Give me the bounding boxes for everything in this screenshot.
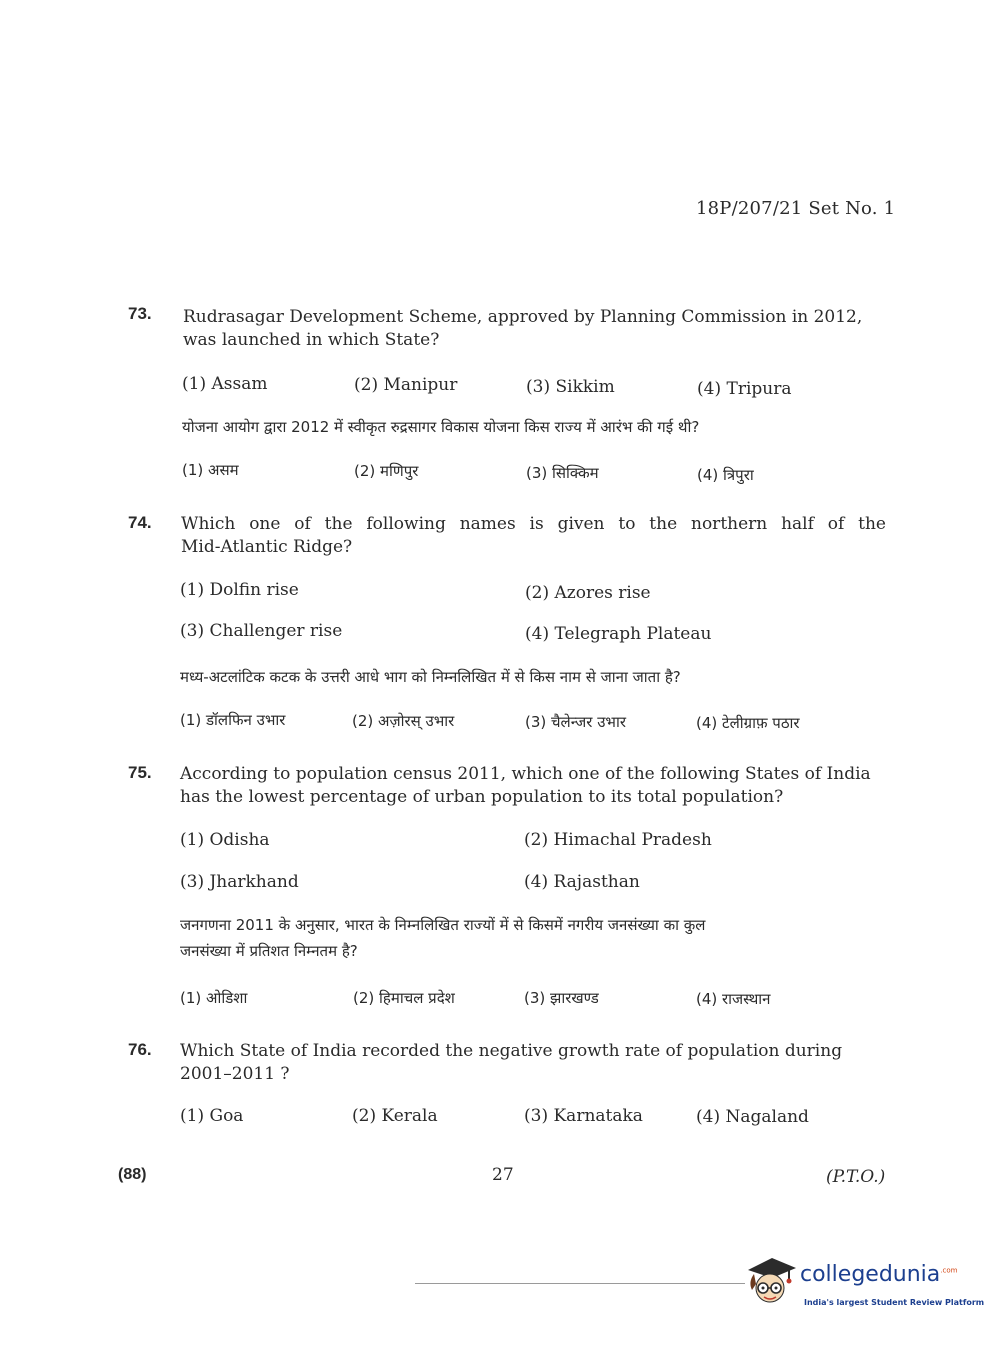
option-2: (2) Himachal Pradesh [524, 830, 712, 850]
question-line: Which State of India recorded the negative growth rate of population during [180, 1041, 843, 1061]
collegedunia-mascot-icon [742, 1252, 802, 1308]
hindi-option-2: (2) मणिपुर [354, 462, 419, 480]
question-text [180, 763, 887, 809]
question-line: has the lowest percentage of urban population to its total population? [180, 787, 784, 807]
option-4: (4) Nagaland [696, 1107, 809, 1127]
option-1: (1) Dolfin rise [180, 580, 299, 600]
brand-name: collegedunia [800, 1262, 941, 1287]
watermark-brand [800, 1262, 957, 1287]
question-text [183, 306, 888, 352]
option-4: (4) Tripura [697, 379, 792, 399]
option-1: (1) Odisha [180, 830, 270, 850]
question-text-hindi: योजना आयोग द्वारा 2012 में स्वीकृत रुद्रसागर विकास योजना किस राज्य में आरंभ की गई थी? [182, 418, 700, 436]
option-3: (3) Jharkhand [180, 872, 299, 892]
hindi-option-3: (3) चैलेन्जर उभार [525, 713, 626, 731]
question-number: 74. [128, 513, 152, 532]
hindi-option-3: (3) झारखण्ड [524, 989, 599, 1007]
watermark-tagline: India's largest Student Review Platform [804, 1298, 985, 1307]
question-text-hindi: मध्य-अटलांटिक कटक के उत्तरी आधे भाग को निम्नलिखित में से किस नाम से जाना जाता है? [180, 668, 681, 686]
hindi-option-4: (4) टेलीग्राफ़ पठार [696, 714, 800, 732]
question-line: Rudrasagar Development Scheme, approved by Planning Commission in 2012, [183, 307, 863, 327]
option-4: (4) Rajasthan [524, 872, 640, 892]
question-number: 76. [128, 1040, 152, 1059]
option-2: (2) Azores rise [525, 583, 651, 603]
question-line: According to population census 2011, which one of the following States of India [180, 764, 871, 784]
question-number: 73. [128, 304, 152, 323]
hindi-option-3: (3) सिक्किम [526, 464, 599, 482]
question-line: was launched in which State? [183, 330, 440, 350]
option-2: (2) Manipur [354, 375, 458, 395]
option-4: (4) Telegraph Plateau [525, 624, 712, 644]
question-number: 75. [128, 763, 152, 782]
paper-code: (88) [118, 1166, 147, 1183]
hindi-option-2: (2) अज़ोरस् उभार [352, 712, 455, 730]
question-line: 2001–2011 ? [180, 1064, 290, 1084]
question-line-hindi: जनसंख्या में प्रतिशत निम्नतम है? [180, 942, 358, 960]
set-code: 18P/207/21 Set No. 1 [696, 198, 896, 219]
option-1: (1) Goa [180, 1106, 244, 1126]
hindi-option-4: (4) त्रिपुरा [697, 466, 754, 484]
hindi-option-1: (1) ओडिशा [180, 989, 248, 1007]
page-number: 27 [492, 1165, 514, 1185]
option-3: (3) Sikkim [526, 377, 615, 397]
question-text-hindi [180, 912, 887, 964]
pto-note: (P.T.O.) [826, 1167, 886, 1187]
hindi-option-2: (2) हिमाचल प्रदेश [353, 989, 455, 1007]
brand-tld: .com [940, 1266, 958, 1275]
option-3: (3) Karnataka [524, 1106, 643, 1126]
option-1: (1) Assam [182, 374, 268, 394]
question-text [180, 1040, 887, 1086]
hindi-option-1: (1) डॉलफिन उभार [180, 711, 286, 729]
option-2: (2) Kerala [352, 1106, 438, 1126]
divider [415, 1283, 745, 1284]
hindi-option-1: (1) असम [182, 461, 239, 479]
question-line-hindi: जनगणना 2011 के अनुसार, भारत के निम्नलिखित राज्यों में से किसमें नगरीय जनसंख्या का कुल [180, 916, 706, 934]
question-line: Which one of the following names is given to the northern half of the [181, 514, 886, 534]
question-text [181, 513, 886, 559]
question-line: Mid-Atlantic Ridge? [181, 537, 353, 557]
option-3: (3) Challenger rise [180, 621, 343, 641]
hindi-option-4: (4) राजस्थान [696, 990, 771, 1008]
